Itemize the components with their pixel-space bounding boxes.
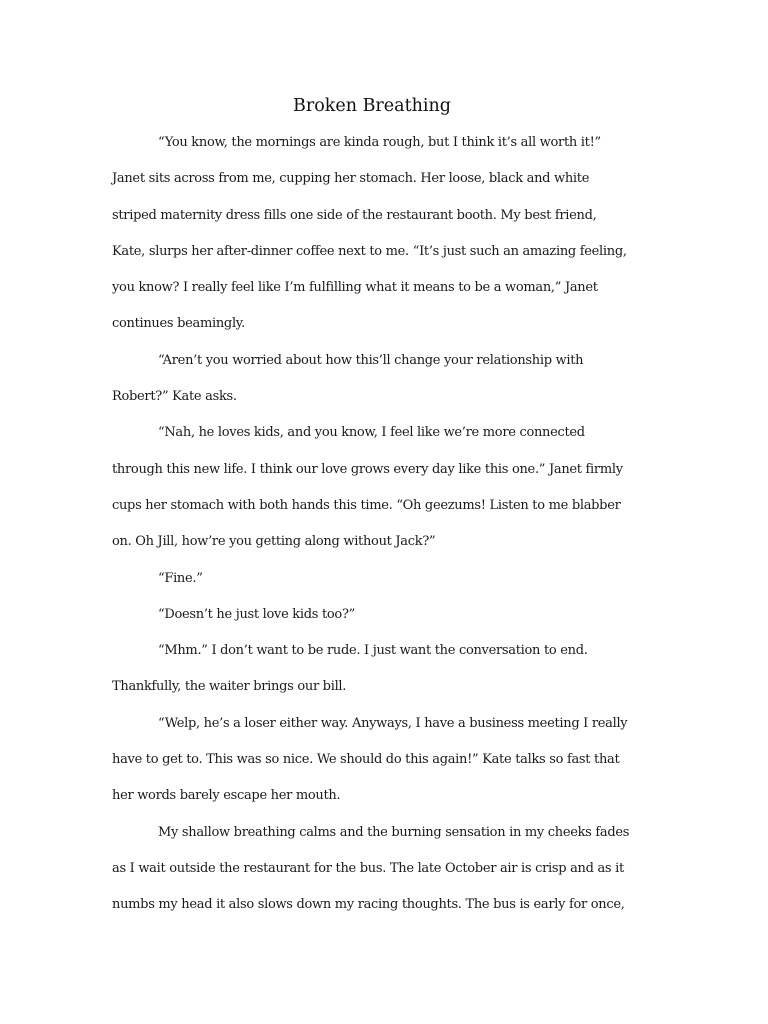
document-title: Broken Breathing xyxy=(293,96,451,116)
paragraph-8: My shallow breathing calms and the burning sensation in my cheeks fades as I wait outside the restaurant for the bus. The late October air is crisp and as it numbs my head it also slows down my racing thoughts. The bus is early for once, xyxy=(112,824,630,913)
paragraph-6: “Mhm.” I don’t want to be rude. I just want the conversation to end. Thankfully, the waiter brings our bill. xyxy=(112,643,588,695)
paragraph-3: “Nah, he loves kids, and you know, I feel like we’re more connected through this new life. I think our love grows every day like this one.” Janet firmly cups her stomach with both hands this time. “Oh geezums! Listen to me blabber on. Oh Jill, how’re you getting along without Jack?” xyxy=(112,425,623,550)
paragraph-7: “Welp, he’s a loser either way. Anyways, I have a business meeting I really have to get to. This was so nice. We should do this again!” Kate talks so fast that her words barely escape her mouth. xyxy=(112,715,628,804)
paragraph-5: “Doesn’t he just love kids too?” xyxy=(158,606,355,622)
paragraph-4: “Fine.” xyxy=(158,570,203,586)
paragraph-1: “You know, the mornings are kinda rough, but I think it’s all worth it!” Janet sits across from me, cupping her stomach. Her loose, black and white striped maternity dress fills one side of the restaurant booth. My best friend, Kate, slurps her after-dinner coffee next to me. “It’s just such an amazing feeling, you know? I really feel like I’m fulfilling what it means to be a woman,” Janet continues beamingly. xyxy=(112,135,627,332)
paragraph-2: “Aren’t you worried about how this’ll change your relationship with Robert?” Kate asks. xyxy=(112,352,584,405)
document-body xyxy=(112,93,632,924)
